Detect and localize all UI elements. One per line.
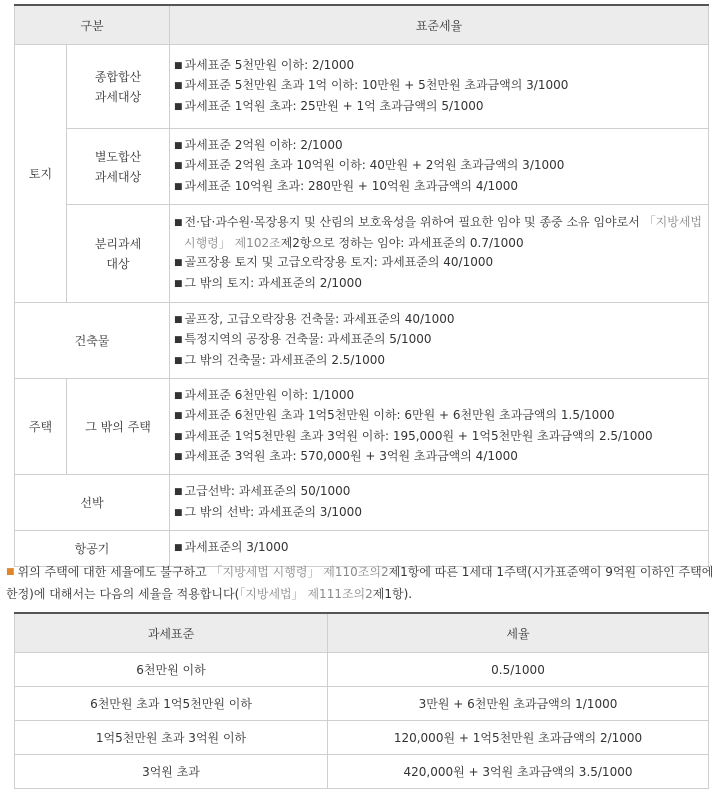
rate-cell <box>170 475 709 531</box>
table-row <box>15 303 709 379</box>
bullet-icon: ■ <box>174 278 183 289</box>
rate-item: ■ 특정지역의 공장용 건축물: 과세표준의 5/1000 <box>174 332 432 347</box>
note-marker-icon: ■ <box>6 567 15 577</box>
tax-base-cell: 6천만원 이하 <box>15 653 328 687</box>
table-row <box>15 653 709 687</box>
bullet-icon: ■ <box>174 218 183 228</box>
subcategory-separate-aggregate: 별도합산 과세대상 <box>67 129 170 205</box>
bullet-icon: ■ <box>174 140 183 151</box>
category-building: 건축물 <box>15 303 170 379</box>
tax-rate-cell: 420,000원 + 3억원 초과금액의 3.5/1000 <box>328 755 709 789</box>
bullet-icon: ■ <box>174 314 183 325</box>
rate-item: ■ 과세표준 5천만원 이하: 2/1000 <box>174 57 355 72</box>
rate-cell <box>170 45 709 129</box>
category-land: 토지 <box>15 45 67 303</box>
tax-rate-cell: 3만원 + 6천만원 초과금액의 1/1000 <box>328 687 709 721</box>
table1-header-row <box>15 5 709 45</box>
category-housing: 주택 <box>15 379 67 475</box>
rate-item: ■ 과세표준 1억5천만원 초과 3억원 이하: 195,000원 + 1억5천만원 초과금액의 2.5/1000 <box>174 428 653 443</box>
table-row <box>15 475 709 531</box>
bullet-icon: ■ <box>174 507 183 518</box>
rate-item: ■ 과세표준 6천만원 초과 1억5천만원 이하: 6만원 + 6천만원 초과금액의 1.5/1000 <box>174 408 615 422</box>
law-reference-link[interactable]: 「지방세법」 제111조의2 <box>239 587 373 601</box>
category-ship: 선박 <box>15 475 170 531</box>
law-reference-link[interactable]: 「지방세법 시행령」 제102조 <box>184 215 703 250</box>
subcategory-aggregate: 종합합산 과세대상 <box>67 45 170 129</box>
rate-item: ■ 고급선박: 과세표준의 50/1000 <box>174 484 351 498</box>
rate-item: ■ 그 밖의 선박: 과세표준의 3/1000 <box>174 504 362 519</box>
bullet-icon: ■ <box>174 181 183 192</box>
bullet-icon: ■ <box>174 60 183 71</box>
rate-cell <box>170 303 709 379</box>
property-tax-rate-table <box>14 4 709 567</box>
rate-item: ■ 과세표준 6천만원 이하: 1/1000 <box>174 387 355 402</box>
table-row <box>15 755 709 789</box>
tax-base-cell: 1억5천만원 초과 3억원 이하 <box>15 721 328 755</box>
rate-item: ■ 과세표준 3억원 초과: 570,000원 + 3억원 초과금액의 4/1000 <box>174 449 518 463</box>
table-row <box>15 379 709 475</box>
rate-item: ■ 그 밖의 건축물: 과세표준의 2.5/1000 <box>174 352 385 367</box>
bullet-icon: ■ <box>174 81 183 92</box>
bullet-icon: ■ <box>174 101 183 112</box>
rate-cell <box>170 205 709 303</box>
rate-item: ■ 과세표준 1억원 초과: 25만원 + 1억 초과금액의 5/1000 <box>174 98 484 113</box>
single-home-rate-table <box>14 612 709 789</box>
bullet-icon: ■ <box>174 411 183 421</box>
table-row <box>15 45 709 129</box>
bullet-icon: ■ <box>174 431 183 442</box>
tax-base-cell: 6천만원 초과 1억5천만원 이하 <box>15 687 328 721</box>
bullet-icon: ■ <box>174 161 183 172</box>
tax-rate-cell: 0.5/1000 <box>328 653 709 687</box>
rate-item: ■ 과세표준 10억원 초과: 280만원 + 10억원 초과금액의 4/1000 <box>174 178 519 193</box>
table2-header-row <box>15 613 709 653</box>
rate-item: ■ 과세표준 2억원 이하: 2/1000 <box>174 137 343 152</box>
rate-item: ■ 골프장, 고급오락장용 건축물: 과세표준의 40/1000 <box>174 311 455 326</box>
rate-item: ■ 그 밖의 토지: 과세표준의 2/1000 <box>174 275 362 290</box>
table-row <box>15 205 709 303</box>
rate-cell <box>170 129 709 205</box>
rate-item: ■ 과세표준의 3/1000 <box>174 540 289 555</box>
tax-base-cell: 3억원 초과 <box>15 755 328 789</box>
bullet-icon: ■ <box>174 390 183 401</box>
bullet-icon: ■ <box>174 258 183 268</box>
header-standard-rate: 표준세율 <box>170 5 709 45</box>
table-row <box>15 129 709 205</box>
single-home-note: ■ 위의 주택에 대한 세율에도 불구하고 「지방세법 시행령」 제110조의2제1항에 따른 1세대 1주택(시가표준액이 9억원 이하인 주택에 한정)에 대해서는 다음의 세율을 적용합니다(「지방세법」 제111조의2제1항). <box>6 565 714 601</box>
rate-item: ■ 과세표준 5천만원 초과 1억 이하: 10만원 + 5천만원 초과금액의 3/1000 <box>174 78 569 93</box>
bullet-icon: ■ <box>174 452 183 462</box>
rate-item: ■ 과세표준 2억원 초과 10억원 이하: 40만원 + 2억원 초과금액의 3/1000 <box>174 158 565 173</box>
law-reference-link[interactable]: 「지방세법 시행령」 제110조의2 <box>210 565 389 579</box>
table-row <box>15 687 709 721</box>
header-category: 구분 <box>15 5 170 45</box>
bullet-icon: ■ <box>174 487 183 497</box>
rate-item: ■ 골프장용 토지 및 고급오락장용 토지: 과세표준의 40/1000 <box>174 255 494 269</box>
bullet-icon: ■ <box>174 543 183 554</box>
table-row <box>15 721 709 755</box>
category-aircraft: 항공기 <box>15 531 170 567</box>
header-tax-base: 과세표준 <box>15 613 328 653</box>
tax-rate-cell: 120,000원 + 1억5천만원 초과금액의 2/1000 <box>328 721 709 755</box>
subcategory-other-housing: 그 밖의 주택 <box>67 379 170 475</box>
header-tax-rate: 세율 <box>328 613 709 653</box>
rate-item: ■ 전·답·과수원·목장용지 및 산림의 보호육성을 위하여 필요한 임야 및 종중 소유 임야로서 「지방세법 시행령」 제102조제2항으로 정하는 임야: 과세표준의 0.7/1000 <box>174 215 703 250</box>
bullet-icon: ■ <box>174 355 183 366</box>
subcategory-separate-taxation: 분리과세 대상 <box>67 205 170 303</box>
rate-cell <box>170 379 709 475</box>
bullet-icon: ■ <box>174 335 183 346</box>
